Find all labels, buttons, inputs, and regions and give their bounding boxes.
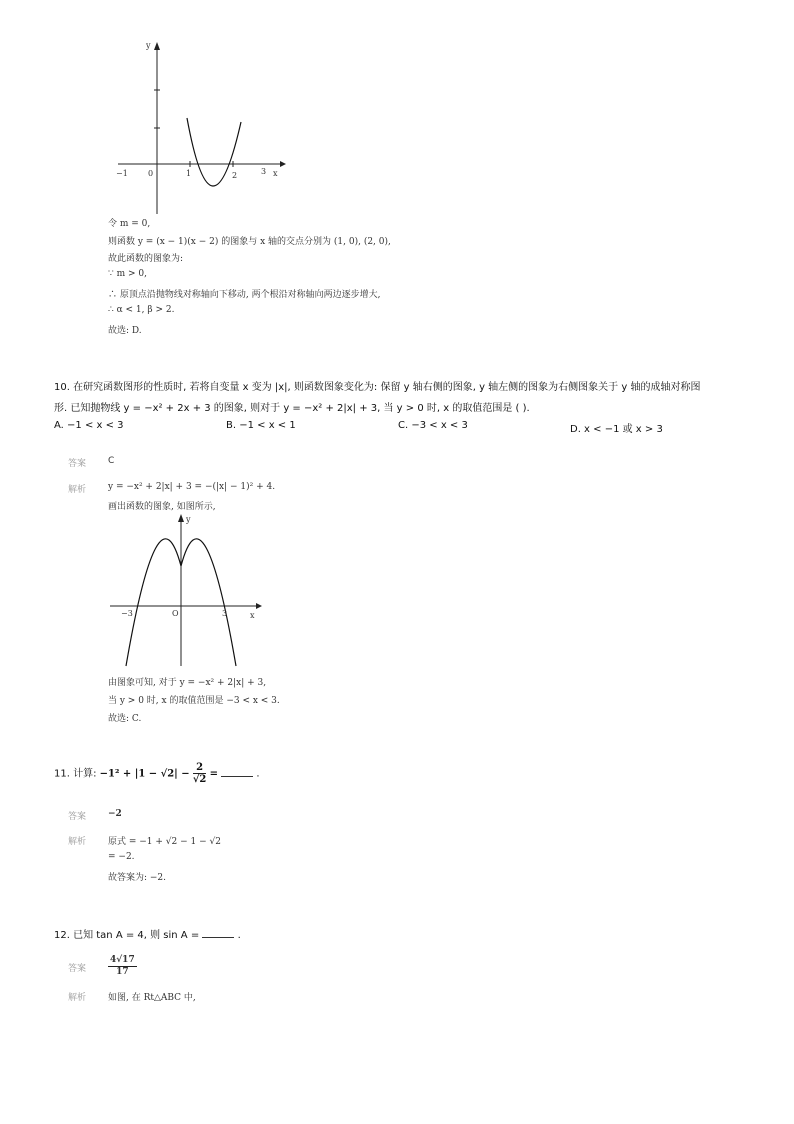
q10-stem-line2: 形. 已知抛物线 y = −x² + 2x + 3 的图象, 则对于 y = −x² + 2|x| + 3, 当 y > 0 时, x 的取值范围是 ( ). xyxy=(54,403,530,414)
q12-suffix: . xyxy=(237,930,241,941)
q10-answer: C xyxy=(108,456,115,466)
sol9-line: ∵ m > 0, xyxy=(108,269,147,279)
q12-answer-tag: 答案 xyxy=(68,964,87,974)
graph1-tick: 2 xyxy=(232,171,238,180)
q11-frac-den: √2 xyxy=(192,774,207,785)
q11-prefix: 11. 计算: xyxy=(54,768,97,780)
q12-answer-blank xyxy=(202,927,234,938)
q12-answer-den: 17 xyxy=(116,967,129,977)
sol9-line: 故选: D. xyxy=(108,326,142,336)
q12-analysis-tag: 解析 xyxy=(68,993,87,1003)
q10-option-a: A. −1 < x < 3 xyxy=(54,420,124,431)
q12-sol-line: 如图, 在 Rt△ABC 中, xyxy=(108,993,196,1003)
q11-answer: −2 xyxy=(108,809,122,819)
q12-stem xyxy=(54,926,241,941)
q11-expression: −1² + |1 − √2| − xyxy=(99,768,190,780)
q10-option-c: C. −3 < x < 3 xyxy=(398,420,468,431)
q10-option-b: B. −1 < x < 1 xyxy=(226,420,296,431)
q10-sol-line: y = −x² + 2|x| + 3 = −(|x| − 1)² + 4. xyxy=(108,482,276,492)
sol9-line: ∴ α < 1, β > 2. xyxy=(108,305,175,315)
sol9-line: 则函数 y = (x − 1)(x − 2) 的图象与 x 轴的交点分别为 (1, 0), (2, 0), xyxy=(108,237,391,247)
graph1-tick: −1 xyxy=(116,169,128,178)
parabola-graph-2 xyxy=(108,510,268,670)
q10-option-d: D. x < −1 或 x > 3 xyxy=(570,424,663,435)
q11-sol-line: 原式 = −1 + √2 − 1 − √2 xyxy=(108,837,221,847)
sol9-line: 故此函数的图象为: xyxy=(108,254,184,264)
graph2-tick: 3 xyxy=(222,609,228,618)
q12-answer xyxy=(108,955,137,978)
q10-sol-line: 画出函数的图象, 如图所示, xyxy=(108,502,216,512)
q10-sol-line: 由图象可知, 对于 y = −x² + 2|x| + 3, xyxy=(108,678,267,688)
graph2-tick: O xyxy=(172,609,179,618)
q12-text: 12. 已知 tan A = 4, 则 sin A = xyxy=(54,930,200,941)
graph1-y-label: y xyxy=(146,41,151,50)
q11-sol-line: 故答案为: −2. xyxy=(108,873,167,883)
q11-suffix: . xyxy=(256,768,260,780)
graph2-y-label: y xyxy=(186,515,191,524)
q11-fraction xyxy=(193,762,207,785)
sol9-line: ∴ 原顶点沿抛物线对称轴向下移动, 两个根沿对称轴向两边逐步增大, xyxy=(108,290,381,300)
graph1-tick: 0 xyxy=(148,169,154,178)
parabola-graph-1 xyxy=(110,38,290,218)
q10-sol-line: 当 y > 0 时, x 的取值范围是 −3 < x < 3. xyxy=(108,696,280,706)
q11-stem xyxy=(54,762,260,785)
q11-answer-blank xyxy=(221,766,253,777)
sol9-line: 令 m = 0, xyxy=(108,219,151,229)
q10-stem-line1: 10. 在研究函数图形的性质时, 若将自变量 x 变为 |x|, 则函数图象变化为: 保留 y 轴右侧的图象, y 轴左侧的图象为右侧图象关于 y 轴的成轴对称图 xyxy=(54,382,701,393)
q10-sol-line: 故选: C. xyxy=(108,714,142,724)
q11-equals: = xyxy=(209,768,218,780)
q10-analysis-tag: 解析 xyxy=(68,485,87,495)
q12-answer-fraction xyxy=(108,955,137,978)
graph2-tick: −3 xyxy=(121,609,133,618)
q11-analysis-tag: 解析 xyxy=(68,837,87,847)
graph1-tick: 3 xyxy=(261,167,267,176)
q12-answer-num: 4√17 xyxy=(110,955,135,965)
graph1-x-label: x xyxy=(273,169,278,178)
q10-answer-tag: 答案 xyxy=(68,459,87,469)
q11-sol-line: = −2. xyxy=(108,852,135,862)
graph2-x-label: x xyxy=(250,611,255,620)
q11-frac-num: 2 xyxy=(193,762,207,774)
q11-answer-tag: 答案 xyxy=(68,812,87,822)
graph1-tick: 1 xyxy=(186,169,192,178)
